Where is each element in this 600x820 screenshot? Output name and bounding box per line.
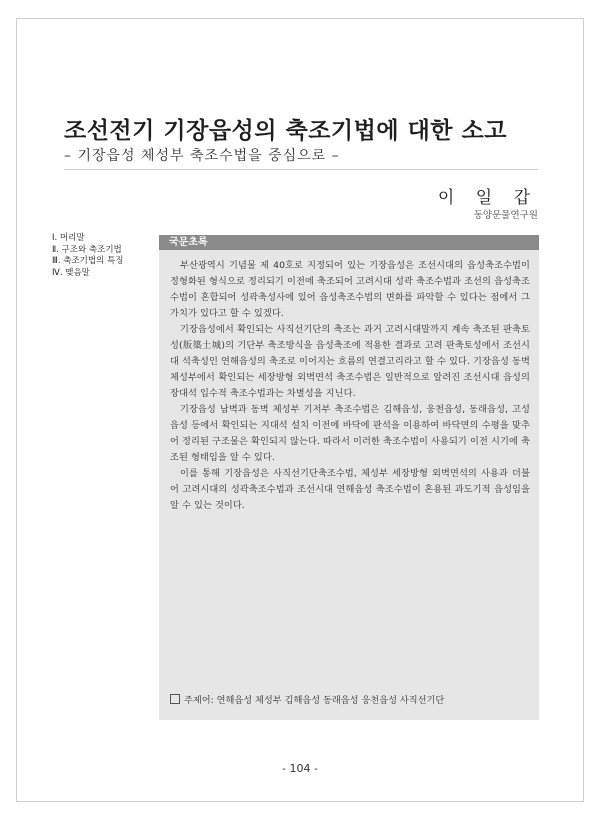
page-subtitle: – 기장읍성 체성부 축조수법을 중심으로 –	[64, 148, 340, 164]
abstract-paragraph: 기장읍성 남벽과 동벽 체성부 기저부 축조수법은 김해읍성, 웅천읍성, 동래읍성, 고성읍성 등에서 확인되는 지대석 설치 이전에 바닥에 판석을 이용하여 바닥면의 수평을 맞추어 정리된 구조물은 확인되지 않는다. 따라서 이러한 축조수법이 사용되기 이전 시기에 축조된 형태임을 알 수 있다.	[170, 404, 530, 463]
author-name: 이 일 갑	[437, 188, 538, 208]
toc-item: Ⅳ. 맺음말	[52, 267, 90, 278]
keywords-text: 주제어: 연해읍성 체성부 김해읍성 동래읍성 웅천읍성 사직선기단	[184, 695, 445, 706]
author-affiliation: 동양문물연구원	[473, 210, 538, 221]
abstract-paragraph: 부산광역시 기념물 제 40호로 지정되어 있는 기장읍성은 조선시대의 읍성축조수법이 정형화된 형식으로 정리되기 이전에 축조되어 고려시대 성곽 축조수법과 조선의 읍성축조수법이 혼합되어 성곽축성사에 있어 읍성축조수법의 변화를 파악할 수 있다는 점에서 그 가치가 있다고 할 수 있겠다.	[170, 260, 530, 319]
abstract-paragraph: 이를 통해 기장읍성은 사직선기단축조수법, 체성부 세장방형 외벽면석의 사용과 더불어 고려시대의 성곽축조수법과 조선시대 연해읍성 축조수법이 혼용된 과도기적 읍성임을 알 수 있는 것이다.	[170, 468, 530, 511]
toc-item: Ⅰ. 머리말	[52, 233, 85, 243]
page-title: 조선전기 기장읍성의 축조기법에 대한 소고	[64, 117, 507, 144]
abstract-box	[159, 250, 539, 720]
abstract-heading: 국문초록	[159, 235, 539, 250]
title-divider	[64, 169, 538, 170]
abstract-paragraph: 기장읍성에서 확인되는 사직선기단의 축조는 과거 고려시대말까지 계속 축조된 판축토성(版築土城)의 기단부 축조방식을 읍성축조에 적용한 결과로 고려 판축토성에서 조선시대 석축성인 연해읍성의 축조로 이어지는 흐름의 연결고리라고 할 수 있다. 기장읍성 동벽 체성부에서 확인되는 세장방형 외벽면석 축조수법은 일반적으로 알려진 조선시대 읍성의 장대석 입수적 축조수법과는 차별성을 지닌다.	[170, 324, 530, 399]
toc-item: Ⅲ. 축조기법의 특징	[52, 256, 124, 266]
toc-item: Ⅱ. 구조와 축조기법	[52, 244, 122, 255]
table-of-contents	[52, 233, 162, 279]
page-number: - 104 -	[282, 762, 318, 775]
checkbox-square-icon	[170, 694, 180, 704]
keywords	[170, 692, 444, 706]
